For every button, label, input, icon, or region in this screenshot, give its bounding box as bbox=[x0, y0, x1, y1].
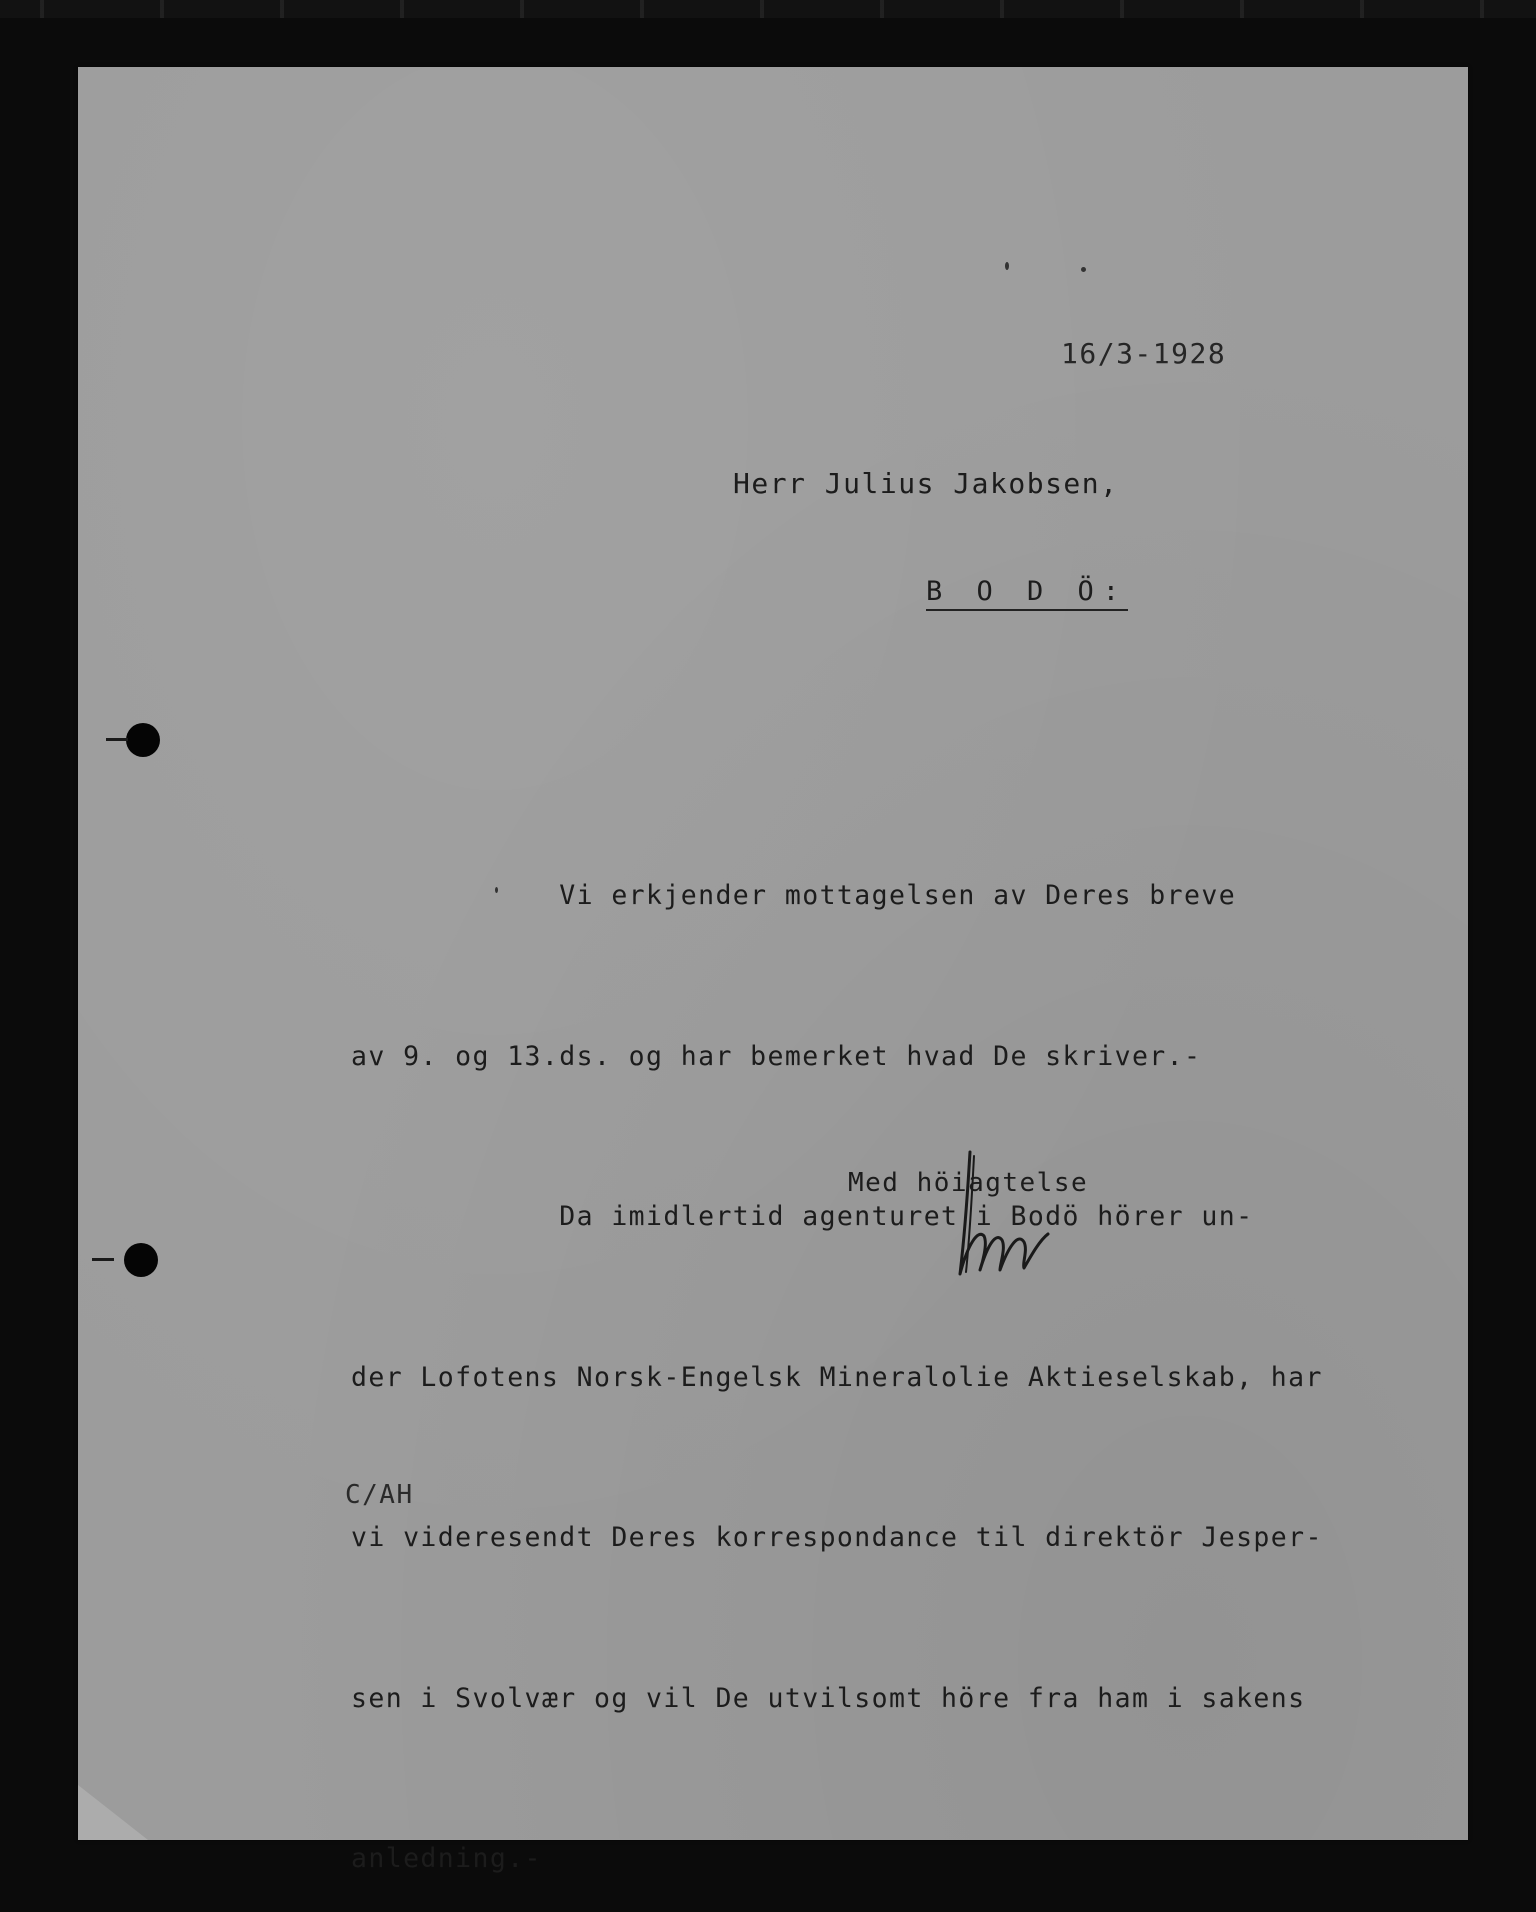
body-line: sen i Svolvær og vil De utvilsomt höre fra ham i sakens bbox=[351, 1682, 1306, 1714]
typist-initials: C/AH bbox=[345, 1480, 414, 1510]
punch-hole-tear bbox=[92, 1258, 114, 1261]
paper-speck bbox=[1005, 262, 1009, 270]
body-line: Da imidlertid agenturet i Bodö hörer un- bbox=[351, 1201, 1254, 1232]
letter-date: 16/3-1928 bbox=[1061, 337, 1227, 370]
letter-closing: Med höiagtelse bbox=[848, 1168, 1089, 1198]
letter-body bbox=[351, 762, 1323, 1912]
punch-hole-icon bbox=[124, 1243, 158, 1277]
page-corner-fold bbox=[78, 1785, 148, 1840]
body-line: av 9. og 13.ds. og har bemerket hvad De skriver.- bbox=[351, 1040, 1202, 1072]
letter-addressee: Herr Julius Jakobsen, bbox=[733, 467, 1119, 500]
punch-hole-icon bbox=[126, 723, 160, 757]
scanner-edge bbox=[0, 0, 1536, 18]
punch-hole-tear bbox=[106, 738, 128, 741]
body-line: vi videresendt Deres korrespondance til direktör Jesper- bbox=[351, 1522, 1323, 1553]
paper-speck bbox=[1081, 267, 1086, 272]
body-line: Vi erkjender mottagelsen av Deres breve bbox=[351, 880, 1237, 911]
letter-city: B O D Ö: bbox=[926, 578, 1128, 611]
handwritten-signature-icon bbox=[948, 1144, 1063, 1284]
body-line: der Lofotens Norsk-Engelsk Mineralolie Aktieselskab, har bbox=[351, 1361, 1323, 1393]
body-line: anledning.- bbox=[351, 1843, 542, 1874]
